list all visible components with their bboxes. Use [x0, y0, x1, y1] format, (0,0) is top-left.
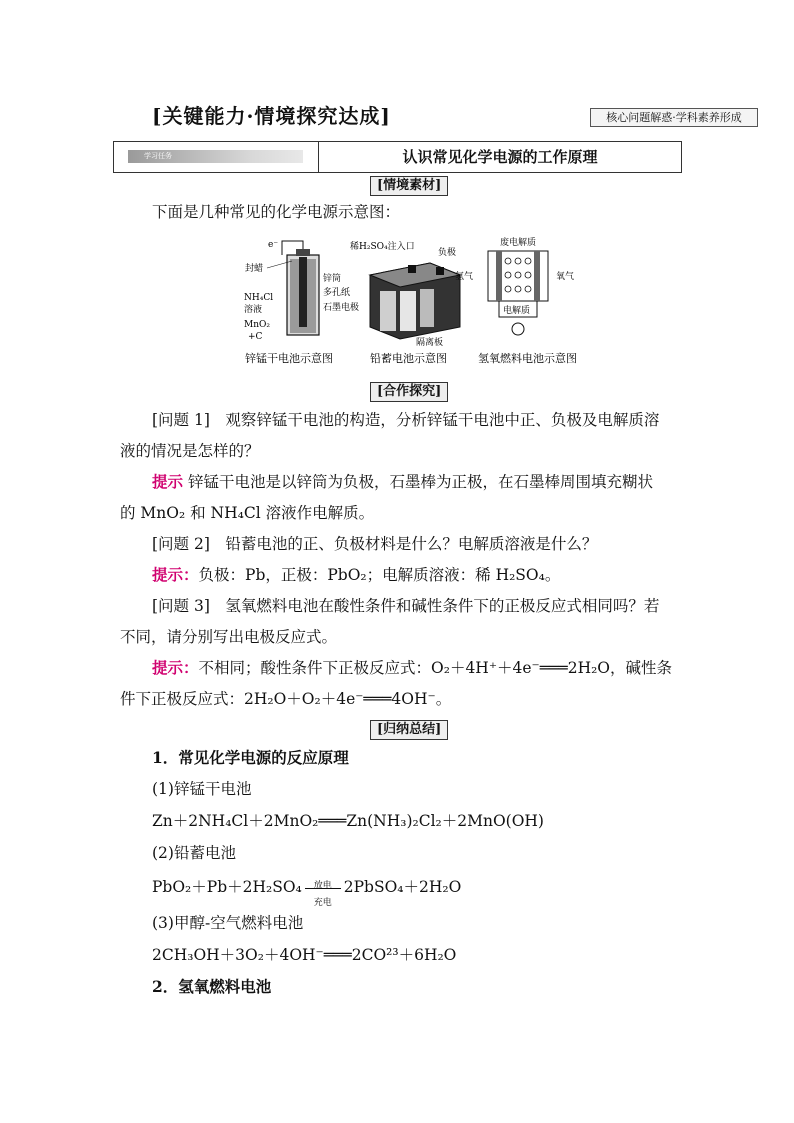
- inlet-label: 稀H₂SO₄注入口: [350, 242, 415, 252]
- electron-label: e⁻: [268, 240, 279, 250]
- charge-label: 充电: [313, 898, 332, 908]
- graphite-rod: [299, 257, 307, 327]
- task-tag-label: 学习任务: [144, 152, 172, 160]
- summary-sub-3: (3)甲醇-空气燃料电池: [152, 914, 304, 932]
- fuel-cell-caption: 氢氧燃料电池示意图: [478, 352, 577, 365]
- question-3-line-2: 不同，请分别写出电极反应式。: [120, 628, 338, 646]
- lead-cell-caption: 铅蓄电池示意图: [370, 352, 447, 365]
- cooperation-tag: [合作探究]: [370, 382, 448, 402]
- oxygen-label: 氧气: [556, 272, 575, 282]
- graphite-label: 石墨电极: [323, 303, 360, 313]
- hint-3-line-2: 件下正极反应式：2H₂O＋O₂＋4e⁻═══4OH⁻。: [120, 690, 452, 708]
- question-3-line-1: [问题 3] 氢氧燃料电池在酸性条件和碱性条件下的正极反应式相同吗？若: [152, 597, 660, 615]
- task-tag-cell: [114, 142, 319, 172]
- summary-heading-2: 2．氢氧燃料电池: [152, 977, 272, 996]
- equation-2-right: 2PbSO₄＋2H₂O: [343, 878, 462, 896]
- hint-3-line-1: [152, 656, 712, 680]
- task-tag: [128, 150, 303, 163]
- hint-1-line-2: 的 MnO₂ 和 NH₄Cl 溶液作电解质。: [120, 504, 375, 522]
- hint-1-text: 锌锰干电池是以锌筒为负极，石墨棒为正极，在石墨棒周围填充糊状: [183, 473, 653, 491]
- porous-paper-label: 多孔纸: [323, 288, 351, 298]
- hydrogen-label: 氢气: [455, 272, 474, 282]
- discharge-label: 放电: [313, 881, 332, 891]
- hint-3-label: 提示：: [152, 658, 199, 677]
- zinc-cell-figure: [244, 240, 359, 365]
- lead-cell-figure: [350, 240, 460, 365]
- hint-1-label: 提示: [152, 472, 184, 491]
- electrolyte-label: 电解质: [503, 306, 531, 316]
- equation-3: 2CH₃OH＋3O₂＋4OH⁻═══2CO²³＋6H₂O: [152, 946, 457, 964]
- plus-c-label: +C: [248, 332, 263, 342]
- summary-heading-1: 1．常见化学电源的反应原理: [152, 748, 349, 767]
- question-1-line-1: [问题 1] 观察锌锰干电池的构造，分析锌锰干电池中正、负极及电解质溶: [152, 411, 660, 429]
- situation-intro: 下面是几种常见的化学电源示意图：: [152, 203, 401, 221]
- plate-1: [380, 291, 396, 331]
- nh4cl-label: NH₄Cl: [244, 293, 274, 303]
- zinc-cell-caption: 锌锰干电池示意图: [245, 352, 333, 365]
- situation-tag: [情境素材]: [370, 176, 448, 196]
- summary-tag: [归纳总结]: [370, 720, 448, 740]
- plate-2: [400, 291, 416, 331]
- battery-figures: [240, 235, 585, 370]
- summary-sub-1: (1)锌锰干电池: [152, 780, 252, 798]
- reversible-arrow: [303, 878, 343, 908]
- summary-sub-2: (2)铅蓄电池: [152, 844, 236, 862]
- seal-label: 封蜡: [245, 264, 264, 274]
- question-1-line-2: 液的情况是怎样的？: [120, 442, 260, 460]
- waste-label: 废电解质: [500, 238, 537, 248]
- plate-3: [420, 289, 434, 327]
- equation-1: Zn＋2NH₄Cl＋2MnO₂═══Zn(NH₃)₂Cl₂＋2MnO(OH): [152, 812, 544, 830]
- equation-2: [152, 875, 712, 908]
- question-2: [问题 2] 铅蓄电池的正、负极材料是什么？电解质溶液是什么？: [152, 535, 598, 553]
- hint-3-text: 不相同；酸性条件下正极反应式：O₂＋4H⁺＋4e⁻═══2H₂O，碱性条: [198, 659, 673, 677]
- hint-1-line-1: [152, 470, 712, 494]
- equation-2-left: PbO₂＋Pb＋2H₂SO₄: [152, 878, 302, 896]
- task-title: 认识常见化学电源的工作原理: [402, 148, 598, 166]
- bulb: [512, 323, 524, 335]
- separator-label: 隔离板: [416, 338, 444, 348]
- hint-2-label: 提示：: [152, 565, 199, 584]
- mno2-label: MnO₂: [244, 320, 270, 330]
- corner-tag: 核心问题解惑·学科素养形成: [590, 108, 758, 127]
- negative-label: 负极: [438, 248, 457, 258]
- fuel-cell-figure: [455, 236, 577, 365]
- solution-label: 溶液: [244, 305, 263, 315]
- task-box: [113, 141, 682, 173]
- section-title: [关键能力·情境探究达成]: [152, 104, 391, 128]
- electrode-cap: [296, 249, 310, 256]
- zinc-can-label: 锌筒: [323, 274, 342, 284]
- hint-2-text: 负极：Pb，正极：PbO₂；电解质溶液：稀 H₂SO₄。: [198, 566, 561, 584]
- hint-2: [152, 563, 712, 587]
